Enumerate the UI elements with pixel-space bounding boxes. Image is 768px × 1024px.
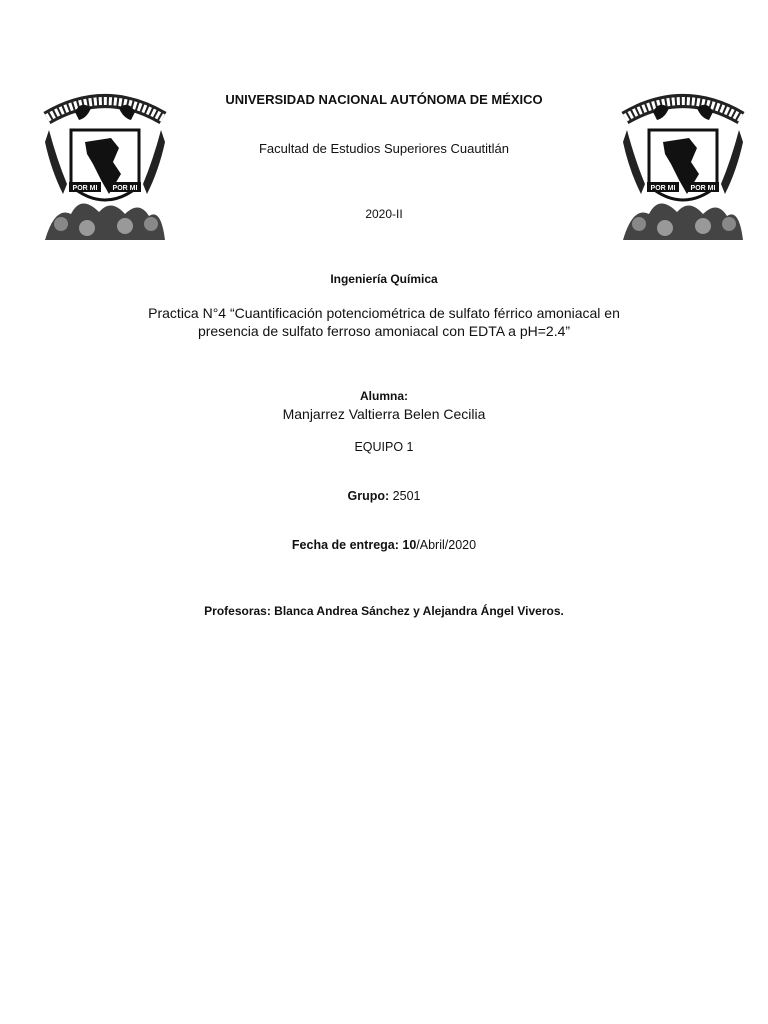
due-date-line [0, 538, 768, 552]
student-label: Alumna: [360, 389, 408, 403]
university-title: UNIVERSIDAD NACIONAL AUTÓNOMA DE MÉXICO [225, 92, 543, 107]
svg-text:POR MI: POR MI [72, 185, 98, 192]
practice-title-line-1: Practica N°4 “Cuantificación potenciométrica de sulfato férrico amoniacal en [148, 305, 620, 321]
due-date-rest: /Abril/2020 [416, 538, 477, 552]
svg-text:POR MI: POR MI [690, 185, 716, 192]
teachers-line: Profesoras: Blanca Andrea Sánchez y Alejandra Ángel Viveros. [204, 604, 564, 618]
faculty-name: Facultad de Estudios Superiores Cuautitlán [258, 141, 510, 156]
due-date-day: 10 [402, 538, 417, 552]
svg-text:POR MI: POR MI [650, 185, 676, 192]
group-label: Grupo: [347, 489, 390, 503]
group-line [0, 489, 768, 503]
semester: 2020-II [365, 207, 403, 221]
due-date-label: Fecha de entrega: [291, 538, 399, 552]
student-name: Manjarrez Valtierra Belen Cecilia [282, 406, 486, 422]
career-title: Ingeniería Química [330, 272, 438, 286]
team-label: EQUIPO 1 [354, 440, 414, 454]
practice-title-line-2: presencia de sulfato ferroso amoniacal con EDTA a pH=2.4” [197, 323, 571, 339]
group-value: 2501 [392, 489, 421, 503]
svg-text:POR MI: POR MI [112, 185, 138, 192]
